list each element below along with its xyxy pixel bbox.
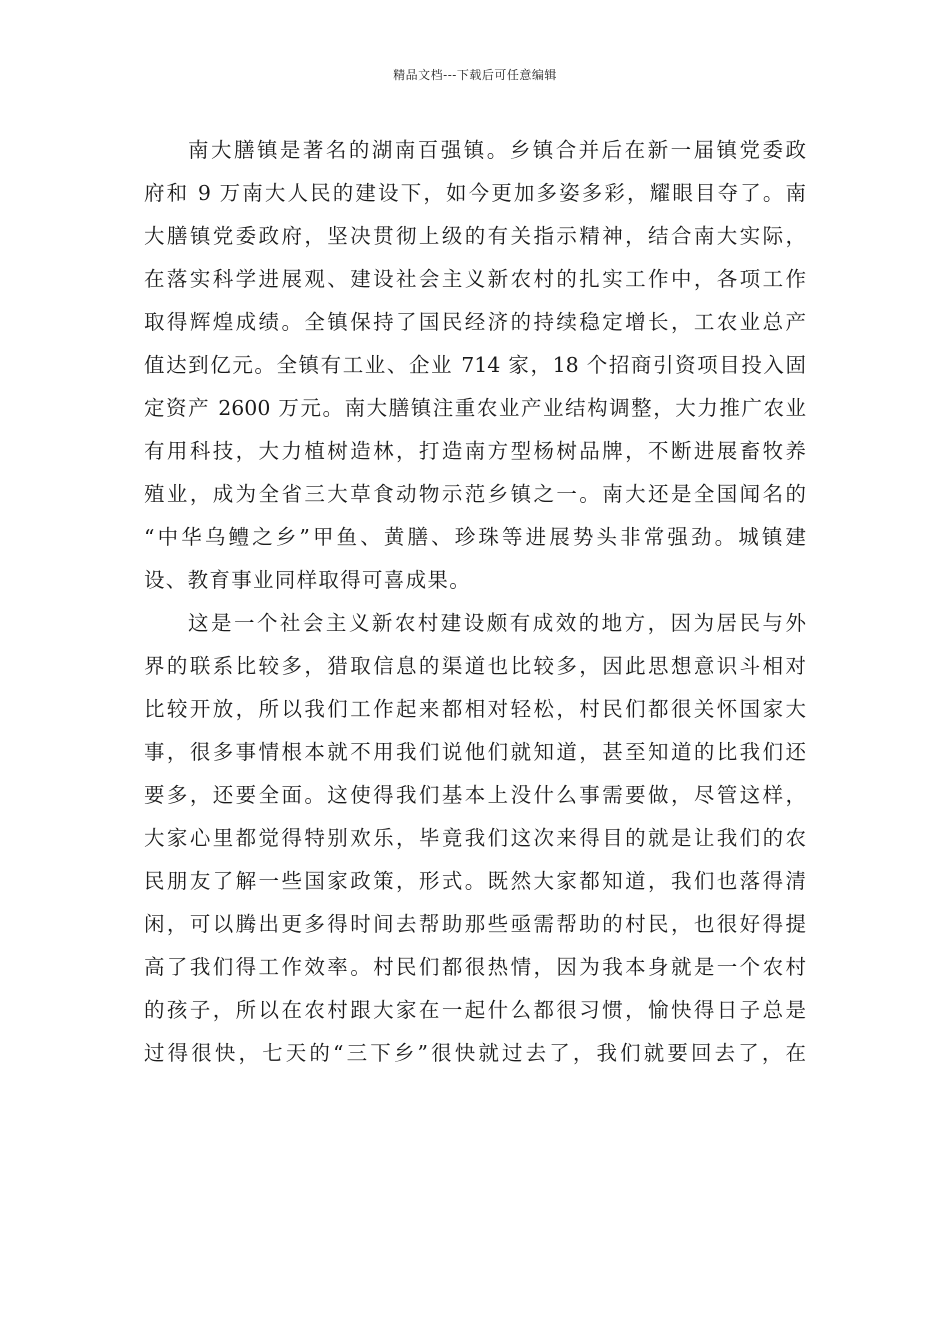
text-line: 民朋友了解一些国家政策，形式。既然大家都知道，我们也落得清 xyxy=(144,869,806,893)
text-line: 在落实科学进展观、建设社会主义新农村的扎实工作中，各项工作 xyxy=(144,267,806,291)
text-line: 过得很快，七天的“三下乡”很快就过去了，我们就要回去了，在 xyxy=(144,1041,806,1065)
text-line: 界的联系比较多，猎取信息的渠道也比较多，因此思想意识斗相对 xyxy=(144,654,806,678)
text-line: 府和 9 万南大人民的建设下，如今更加多姿多彩，耀眼目夺了。南 xyxy=(144,181,806,205)
text-line: 殖业，成为全省三大草食动物示范乡镇之一。南大还是全国闻名的 xyxy=(144,482,806,506)
paragraph-2 xyxy=(144,602,806,1075)
text-line: 事，很多事情根本就不用我们说他们就知道，甚至知道的比我们还 xyxy=(144,740,806,764)
text-line: 取得辉煌成绩。全镇保持了国民经济的持续稳定增长，工农业总产 xyxy=(144,310,806,334)
paragraph-1 xyxy=(144,129,806,602)
text-line: 南大膳镇是著名的湖南百强镇。乡镇合并后在新一届镇党委政 xyxy=(188,138,806,162)
text-line: 值达到亿元。全镇有工业、企业 714 家，18 个招商引资项目投入固 xyxy=(144,353,806,377)
text-line: 要多，还要全面。这使得我们基本上没什么事需要做，尽管这样， xyxy=(144,783,806,807)
text-line: 大膳镇党委政府，坚决贯彻上级的有关指示精神，结合南大实际， xyxy=(144,224,806,248)
text-line: 定资产 2600 万元。南大膳镇注重农业产业结构调整，大力推广农业 xyxy=(144,396,806,420)
text-line: 闲，可以腾出更多得时间去帮助那些亟需帮助的村民，也很好得提 xyxy=(144,912,806,936)
text-line: “中华乌鳢之乡”甲鱼、黄膳、珍珠等进展势头非常强劲。城镇建 xyxy=(144,525,806,549)
text-line: 比较开放，所以我们工作起来都相对轻松，村民们都很关怀国家大 xyxy=(144,697,806,721)
text-line: 高了我们得工作效率。村民们都很热情，因为我本身就是一个农村 xyxy=(144,955,806,979)
document-body xyxy=(144,129,806,1075)
text-line: 设、教育事业同样取得可喜成果。 xyxy=(144,568,471,592)
text-line: 大家心里都觉得特别欢乐，毕竟我们这次来得目的就是让我们的农 xyxy=(144,826,806,850)
page-header: 精品文档---下载后可任意编辑 xyxy=(393,68,557,82)
text-line: 有用科技，大力植树造林，打造南方型杨树品牌，不断进展畜牧养 xyxy=(144,439,806,463)
text-line: 的孩子，所以在农村跟大家在一起什么都很习惯，愉快得日子总是 xyxy=(144,998,806,1022)
text-line: 这是一个社会主义新农村建设颇有成效的地方，因为居民与外 xyxy=(188,611,806,635)
